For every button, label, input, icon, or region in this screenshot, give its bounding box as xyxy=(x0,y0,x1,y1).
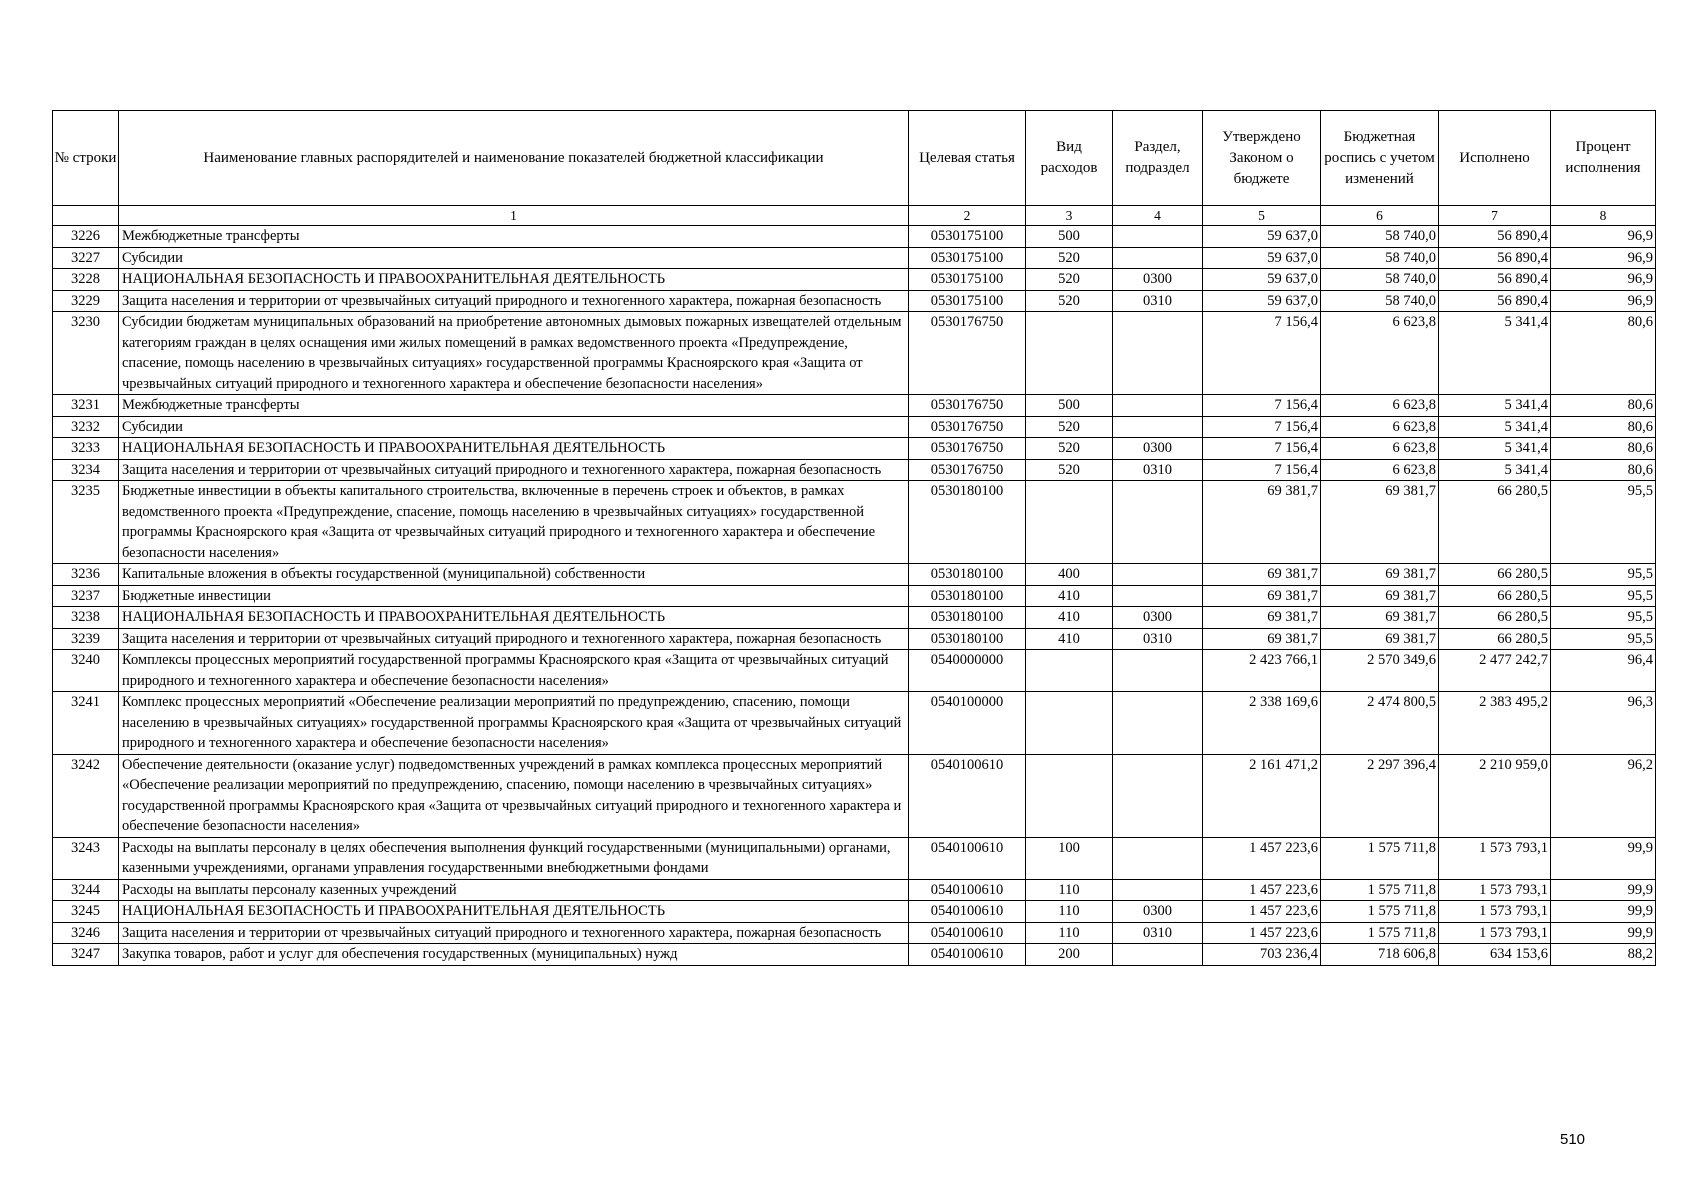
row-schedule: 1 575 711,8 xyxy=(1321,922,1439,944)
row-name: Бюджетные инвестиции xyxy=(119,585,909,607)
header-section: Раздел, подраздел xyxy=(1113,111,1203,206)
row-schedule: 1 575 711,8 xyxy=(1321,837,1439,879)
row-target: 0540100610 xyxy=(909,879,1026,901)
row-section xyxy=(1113,395,1203,417)
row-name: НАЦИОНАЛЬНАЯ БЕЗОПАСНОСТЬ И ПРАВООХРАНИТЕЛЬНАЯ ДЕЯТЕЛЬНОСТЬ xyxy=(119,607,909,629)
table-row xyxy=(53,901,1656,923)
row-number: 3247 xyxy=(53,944,119,966)
budget-table xyxy=(52,110,1656,966)
row-percent: 96,4 xyxy=(1551,650,1656,692)
row-kind: 500 xyxy=(1026,395,1113,417)
column-number: 3 xyxy=(1026,206,1113,226)
row-kind: 110 xyxy=(1026,922,1113,944)
row-schedule: 69 381,7 xyxy=(1321,607,1439,629)
row-target: 0530176750 xyxy=(909,416,1026,438)
row-kind: 500 xyxy=(1026,226,1113,248)
row-percent: 96,9 xyxy=(1551,226,1656,248)
row-approved: 1 457 223,6 xyxy=(1203,837,1321,879)
row-name: Бюджетные инвестиции в объекты капитального строительства, включенные в перечень строек и объектов, в рамках ведомственного проекта «Предупреждение, спасение, помощь населению в чрезвычайных ситуациях» государственной программы Красноярского края «Защита от чрезвычайных ситуаций природного и техногенного характера и обеспечение безопасности населения» xyxy=(119,481,909,564)
row-schedule: 69 381,7 xyxy=(1321,481,1439,564)
row-percent: 99,9 xyxy=(1551,901,1656,923)
row-target: 0530176750 xyxy=(909,459,1026,481)
row-section xyxy=(1113,416,1203,438)
row-percent: 96,9 xyxy=(1551,290,1656,312)
row-percent: 80,6 xyxy=(1551,312,1656,395)
row-target: 0540100610 xyxy=(909,944,1026,966)
row-number: 3241 xyxy=(53,692,119,755)
row-target: 0540100610 xyxy=(909,837,1026,879)
row-number: 3233 xyxy=(53,438,119,460)
row-executed: 5 341,4 xyxy=(1439,459,1551,481)
row-schedule: 58 740,0 xyxy=(1321,226,1439,248)
row-schedule: 69 381,7 xyxy=(1321,564,1439,586)
row-approved: 1 457 223,6 xyxy=(1203,901,1321,923)
row-approved: 7 156,4 xyxy=(1203,312,1321,395)
header-schedule: Бюджетная роспись с учетом изменений xyxy=(1321,111,1439,206)
row-name: Межбюджетные трансферты xyxy=(119,226,909,248)
row-number: 3243 xyxy=(53,837,119,879)
row-approved: 7 156,4 xyxy=(1203,416,1321,438)
row-kind: 520 xyxy=(1026,416,1113,438)
row-approved: 703 236,4 xyxy=(1203,944,1321,966)
row-target: 0530175100 xyxy=(909,226,1026,248)
row-schedule: 2 297 396,4 xyxy=(1321,754,1439,837)
row-kind: 520 xyxy=(1026,459,1113,481)
row-kind: 520 xyxy=(1026,290,1113,312)
column-number-blank xyxy=(53,206,119,226)
row-executed: 66 280,5 xyxy=(1439,585,1551,607)
row-kind xyxy=(1026,650,1113,692)
row-approved: 69 381,7 xyxy=(1203,607,1321,629)
row-target: 0540000000 xyxy=(909,650,1026,692)
row-percent: 99,9 xyxy=(1551,879,1656,901)
row-approved: 59 637,0 xyxy=(1203,269,1321,291)
row-approved: 69 381,7 xyxy=(1203,585,1321,607)
row-name: Закупка товаров, работ и услуг для обеспечения государственных (муниципальных) нужд xyxy=(119,944,909,966)
row-target: 0530176750 xyxy=(909,395,1026,417)
table-row xyxy=(53,692,1656,755)
row-approved: 1 457 223,6 xyxy=(1203,879,1321,901)
row-schedule: 2 570 349,6 xyxy=(1321,650,1439,692)
row-executed: 56 890,4 xyxy=(1439,290,1551,312)
row-executed: 1 573 793,1 xyxy=(1439,837,1551,879)
row-number: 3231 xyxy=(53,395,119,417)
row-percent: 96,9 xyxy=(1551,247,1656,269)
table-row xyxy=(53,459,1656,481)
row-section: 0300 xyxy=(1113,607,1203,629)
row-section xyxy=(1113,944,1203,966)
row-number: 3232 xyxy=(53,416,119,438)
row-executed: 1 573 793,1 xyxy=(1439,922,1551,944)
row-section: 0300 xyxy=(1113,438,1203,460)
row-executed: 56 890,4 xyxy=(1439,247,1551,269)
row-number: 3246 xyxy=(53,922,119,944)
row-target: 0540100610 xyxy=(909,922,1026,944)
header-row-no: № строки xyxy=(53,111,119,206)
row-schedule: 58 740,0 xyxy=(1321,269,1439,291)
table-row xyxy=(53,438,1656,460)
column-number: 2 xyxy=(909,206,1026,226)
row-executed: 2 210 959,0 xyxy=(1439,754,1551,837)
row-section: 0310 xyxy=(1113,628,1203,650)
row-number: 3245 xyxy=(53,901,119,923)
row-number: 3227 xyxy=(53,247,119,269)
row-executed: 634 153,6 xyxy=(1439,944,1551,966)
row-kind: 520 xyxy=(1026,438,1113,460)
row-kind xyxy=(1026,312,1113,395)
row-executed: 2 477 242,7 xyxy=(1439,650,1551,692)
row-number: 3238 xyxy=(53,607,119,629)
row-kind xyxy=(1026,481,1113,564)
table-row xyxy=(53,879,1656,901)
row-schedule: 1 575 711,8 xyxy=(1321,879,1439,901)
row-number: 3234 xyxy=(53,459,119,481)
row-approved: 69 381,7 xyxy=(1203,481,1321,564)
row-section xyxy=(1113,585,1203,607)
row-name: Расходы на выплаты персоналу казенных учреждений xyxy=(119,879,909,901)
row-name: Защита населения и территории от чрезвычайных ситуаций природного и техногенного характера, пожарная безопасность xyxy=(119,628,909,650)
row-section xyxy=(1113,692,1203,755)
row-number: 3229 xyxy=(53,290,119,312)
row-target: 0540100000 xyxy=(909,692,1026,755)
row-name: Комплекс процессных мероприятий «Обеспечение реализации мероприятий по предупреждению, спасению, помощи населению в чрезвычайных ситуациях» государственной программы Красноярского края «Защита от чрезвычайных ситуаций природного и техногенного характера и обеспечение безопасности населения» xyxy=(119,692,909,755)
row-section xyxy=(1113,247,1203,269)
row-approved: 69 381,7 xyxy=(1203,564,1321,586)
row-number: 3239 xyxy=(53,628,119,650)
row-percent: 80,6 xyxy=(1551,459,1656,481)
row-number: 3236 xyxy=(53,564,119,586)
row-approved: 1 457 223,6 xyxy=(1203,922,1321,944)
row-kind: 200 xyxy=(1026,944,1113,966)
row-name: Защита населения и территории от чрезвычайных ситуаций природного и техногенного характера, пожарная безопасность xyxy=(119,459,909,481)
row-schedule: 6 623,8 xyxy=(1321,312,1439,395)
header-percent: Процент исполнения xyxy=(1551,111,1656,206)
row-name: Капитальные вложения в объекты государственной (муниципальной) собственности xyxy=(119,564,909,586)
row-percent: 99,9 xyxy=(1551,922,1656,944)
row-kind: 100 xyxy=(1026,837,1113,879)
row-schedule: 6 623,8 xyxy=(1321,438,1439,460)
row-percent: 99,9 xyxy=(1551,837,1656,879)
row-name: НАЦИОНАЛЬНАЯ БЕЗОПАСНОСТЬ И ПРАВООХРАНИТЕЛЬНАЯ ДЕЯТЕЛЬНОСТЬ xyxy=(119,269,909,291)
row-percent: 96,9 xyxy=(1551,269,1656,291)
row-executed: 56 890,4 xyxy=(1439,269,1551,291)
row-percent: 80,6 xyxy=(1551,416,1656,438)
row-approved: 59 637,0 xyxy=(1203,226,1321,248)
row-name: Расходы на выплаты персоналу в целях обеспечения выполнения функций государственными (муниципальными) органами, казенными учреждениями, органами управления государственными внебюджетными фондами xyxy=(119,837,909,879)
row-name: Защита населения и территории от чрезвычайных ситуаций природного и техногенного характера, пожарная безопасность xyxy=(119,290,909,312)
column-number: 1 xyxy=(119,206,909,226)
row-target: 0530180100 xyxy=(909,607,1026,629)
row-target: 0530176750 xyxy=(909,438,1026,460)
column-number: 6 xyxy=(1321,206,1439,226)
row-number: 3226 xyxy=(53,226,119,248)
row-approved: 7 156,4 xyxy=(1203,395,1321,417)
row-schedule: 718 606,8 xyxy=(1321,944,1439,966)
table-row xyxy=(53,312,1656,395)
column-number: 7 xyxy=(1439,206,1551,226)
row-executed: 5 341,4 xyxy=(1439,438,1551,460)
row-percent: 95,5 xyxy=(1551,628,1656,650)
row-executed: 5 341,4 xyxy=(1439,416,1551,438)
row-schedule: 6 623,8 xyxy=(1321,395,1439,417)
row-target: 0530180100 xyxy=(909,564,1026,586)
row-approved: 59 637,0 xyxy=(1203,247,1321,269)
header-executed: Исполнено xyxy=(1439,111,1551,206)
table-row xyxy=(53,481,1656,564)
row-number: 3228 xyxy=(53,269,119,291)
row-kind xyxy=(1026,754,1113,837)
header-target: Целевая статья xyxy=(909,111,1026,206)
table-row xyxy=(53,564,1656,586)
row-kind: 520 xyxy=(1026,269,1113,291)
column-number: 8 xyxy=(1551,206,1656,226)
row-section: 0300 xyxy=(1113,269,1203,291)
row-name: Межбюджетные трансферты xyxy=(119,395,909,417)
row-target: 0540100610 xyxy=(909,901,1026,923)
row-schedule: 58 740,0 xyxy=(1321,247,1439,269)
row-approved: 7 156,4 xyxy=(1203,438,1321,460)
row-section: 0310 xyxy=(1113,459,1203,481)
table-row xyxy=(53,837,1656,879)
table-row xyxy=(53,944,1656,966)
row-section xyxy=(1113,754,1203,837)
table-row xyxy=(53,922,1656,944)
row-percent: 96,3 xyxy=(1551,692,1656,755)
table-row xyxy=(53,269,1656,291)
table-row xyxy=(53,416,1656,438)
row-name: Субсидии xyxy=(119,416,909,438)
row-target: 0530175100 xyxy=(909,247,1026,269)
row-executed: 5 341,4 xyxy=(1439,395,1551,417)
row-percent: 96,2 xyxy=(1551,754,1656,837)
row-percent: 95,5 xyxy=(1551,481,1656,564)
row-approved: 7 156,4 xyxy=(1203,459,1321,481)
row-percent: 80,6 xyxy=(1551,438,1656,460)
row-percent: 95,5 xyxy=(1551,607,1656,629)
column-number: 5 xyxy=(1203,206,1321,226)
row-section xyxy=(1113,837,1203,879)
row-number: 3244 xyxy=(53,879,119,901)
row-number: 3235 xyxy=(53,481,119,564)
row-name: Комплексы процессных мероприятий государственной программы Красноярского края «Защита от чрезвычайных ситуаций природного и техногенного характера и обеспечение безопасности населения» xyxy=(119,650,909,692)
table-row xyxy=(53,247,1656,269)
row-kind xyxy=(1026,692,1113,755)
row-target: 0530176750 xyxy=(909,312,1026,395)
row-section xyxy=(1113,564,1203,586)
row-section: 0300 xyxy=(1113,901,1203,923)
row-number: 3242 xyxy=(53,754,119,837)
row-percent: 95,5 xyxy=(1551,564,1656,586)
row-name: Защита населения и территории от чрезвычайных ситуаций природного и техногенного характера, пожарная безопасность xyxy=(119,922,909,944)
row-section xyxy=(1113,312,1203,395)
row-kind: 410 xyxy=(1026,607,1113,629)
row-approved: 69 381,7 xyxy=(1203,628,1321,650)
row-kind: 110 xyxy=(1026,879,1113,901)
table-row xyxy=(53,607,1656,629)
row-name: НАЦИОНАЛЬНАЯ БЕЗОПАСНОСТЬ И ПРАВООХРАНИТЕЛЬНАЯ ДЕЯТЕЛЬНОСТЬ xyxy=(119,438,909,460)
row-schedule: 69 381,7 xyxy=(1321,628,1439,650)
row-schedule: 69 381,7 xyxy=(1321,585,1439,607)
row-executed: 66 280,5 xyxy=(1439,607,1551,629)
row-approved: 59 637,0 xyxy=(1203,290,1321,312)
row-number: 3230 xyxy=(53,312,119,395)
row-schedule: 2 474 800,5 xyxy=(1321,692,1439,755)
row-executed: 2 383 495,2 xyxy=(1439,692,1551,755)
row-approved: 2 423 766,1 xyxy=(1203,650,1321,692)
row-target: 0530180100 xyxy=(909,628,1026,650)
row-kind: 520 xyxy=(1026,247,1113,269)
row-target: 0530175100 xyxy=(909,269,1026,291)
row-number: 3240 xyxy=(53,650,119,692)
row-schedule: 1 575 711,8 xyxy=(1321,901,1439,923)
row-section xyxy=(1113,650,1203,692)
row-executed: 1 573 793,1 xyxy=(1439,901,1551,923)
row-kind: 410 xyxy=(1026,585,1113,607)
header-name: Наименование главных распорядителей и наименование показателей бюджетной классификации xyxy=(119,111,909,206)
header-row xyxy=(53,111,1656,206)
row-number: 3237 xyxy=(53,585,119,607)
row-section xyxy=(1113,481,1203,564)
row-kind: 400 xyxy=(1026,564,1113,586)
row-percent: 95,5 xyxy=(1551,585,1656,607)
row-executed: 66 280,5 xyxy=(1439,564,1551,586)
row-kind: 410 xyxy=(1026,628,1113,650)
row-kind: 110 xyxy=(1026,901,1113,923)
row-name: Субсидии xyxy=(119,247,909,269)
row-name: Субсидии бюджетам муниципальных образований на приобретение автономных дымовых пожарных извещателей отдельным категориям граждан в целях оснащения ими жилых помещений в рамках ведомственного проекта «Предупреждение, спасение, помощь населению в чрезвычайных ситуациях» государственной программы Красноярского края «Защита от чрезвычайных ситуаций природного и техногенного характера и обеспечение безопасности населения» xyxy=(119,312,909,395)
row-target: 0530175100 xyxy=(909,290,1026,312)
row-executed: 56 890,4 xyxy=(1439,226,1551,248)
table-row xyxy=(53,628,1656,650)
table-row xyxy=(53,754,1656,837)
header-approved: Утверждено Законом о бюджете xyxy=(1203,111,1321,206)
column-numbers-row xyxy=(53,206,1656,226)
header-kind: Вид расходов xyxy=(1026,111,1113,206)
row-executed: 5 341,4 xyxy=(1439,312,1551,395)
row-percent: 80,6 xyxy=(1551,395,1656,417)
row-target: 0540100610 xyxy=(909,754,1026,837)
row-section: 0310 xyxy=(1113,922,1203,944)
row-target: 0530180100 xyxy=(909,481,1026,564)
row-executed: 1 573 793,1 xyxy=(1439,879,1551,901)
row-name: НАЦИОНАЛЬНАЯ БЕЗОПАСНОСТЬ И ПРАВООХРАНИТЕЛЬНАЯ ДЕЯТЕЛЬНОСТЬ xyxy=(119,901,909,923)
column-number: 4 xyxy=(1113,206,1203,226)
row-schedule: 6 623,8 xyxy=(1321,459,1439,481)
table-row xyxy=(53,395,1656,417)
row-executed: 66 280,5 xyxy=(1439,481,1551,564)
row-target: 0530180100 xyxy=(909,585,1026,607)
row-section xyxy=(1113,879,1203,901)
table-row xyxy=(53,226,1656,248)
row-executed: 66 280,5 xyxy=(1439,628,1551,650)
page-number: 510 xyxy=(1560,1131,1586,1148)
row-schedule: 6 623,8 xyxy=(1321,416,1439,438)
table-row xyxy=(53,650,1656,692)
table-row xyxy=(53,585,1656,607)
row-approved: 2 161 471,2 xyxy=(1203,754,1321,837)
row-percent: 88,2 xyxy=(1551,944,1656,966)
row-section xyxy=(1113,226,1203,248)
row-approved: 2 338 169,6 xyxy=(1203,692,1321,755)
row-schedule: 58 740,0 xyxy=(1321,290,1439,312)
row-section: 0310 xyxy=(1113,290,1203,312)
row-name: Обеспечение деятельности (оказание услуг) подведомственных учреждений в рамках комплекса процессных мероприятий «Обеспечение реализации мероприятий по предупреждению, спасению, помощи населению в чрезвычайных ситуациях» государственной программы Красноярского края «Защита от чрезвычайных ситуаций природного и техногенного характера и обеспечение безопасности населения» xyxy=(119,754,909,837)
table-row xyxy=(53,290,1656,312)
